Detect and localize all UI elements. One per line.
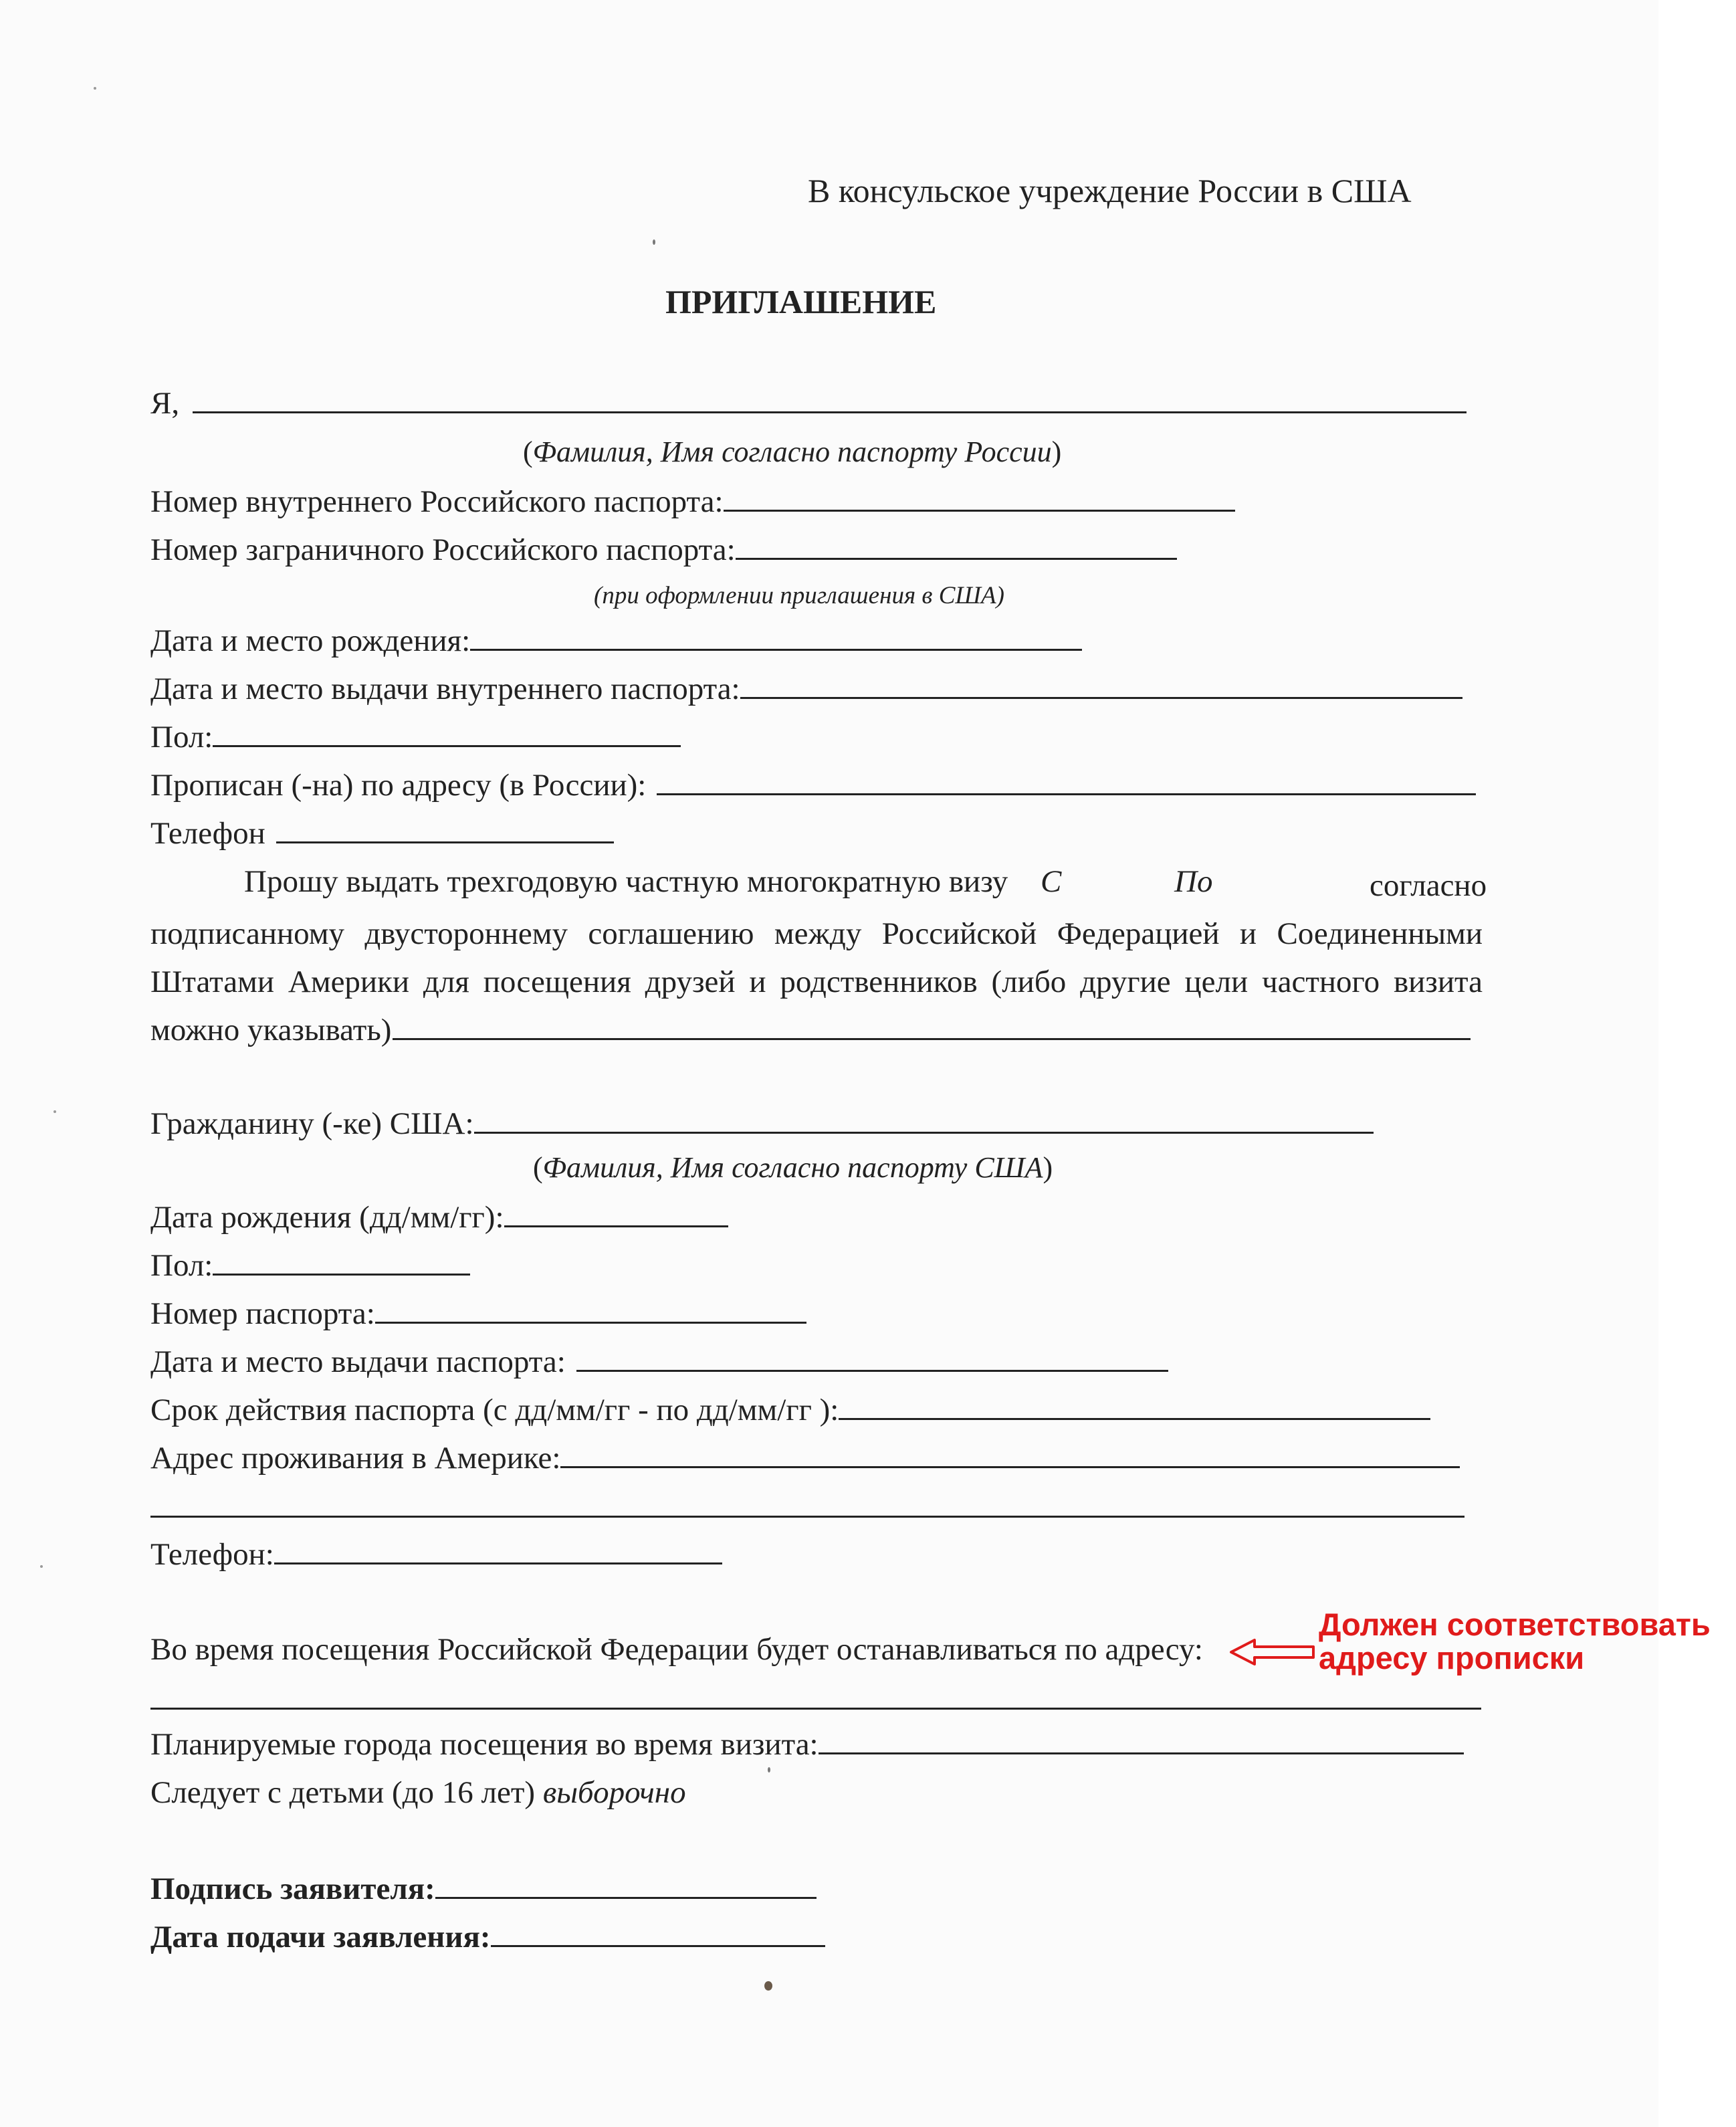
guest-birth-label: Дата рождения (дд/мм/гг):	[150, 1200, 504, 1235]
request-paragraph: согласно подписанному двустороннему соглашению между Российской Федерацией и Соединенными Штатами Америки для посещения друзей и родственников (либо другие цели частного визита можно указывать)	[150, 868, 1487, 1047]
scan-speck	[768, 1767, 770, 1772]
guest-us-address-field[interactable]	[560, 1438, 1460, 1468]
scan-speck	[764, 1981, 772, 1991]
foreign-passport-row	[150, 530, 1177, 570]
guest-citizen-label: Гражданину (-ке) США:	[150, 1106, 474, 1141]
internal-passport-field[interactable]	[724, 482, 1235, 512]
inviter-sex-field[interactable]	[213, 717, 681, 747]
scan-speck	[653, 239, 655, 245]
inviter-phone-row	[150, 813, 614, 853]
page-margin	[1658, 0, 1736, 2127]
stay-address-label: Во время посещения Российской Федерации будет останавливаться по адресу:	[150, 1632, 1203, 1667]
guest-passport-issue-row	[150, 1342, 1168, 1382]
annotation-line-2: адресу прописки	[1319, 1640, 1585, 1676]
children-row	[150, 1772, 686, 1813]
guest-passport-issue-label: Дата и место выдачи паспорта:	[150, 1344, 566, 1379]
foreign-passport-label: Номер заграничного Российского паспорта:	[150, 532, 736, 567]
inviter-registered-row	[150, 765, 1476, 805]
signature-field[interactable]	[435, 1869, 817, 1899]
submission-date-row	[150, 1917, 825, 1957]
guest-sex-row	[150, 1245, 470, 1286]
guest-phone-field[interactable]	[274, 1534, 722, 1564]
inviter-birth-label: Дата и место рождения:	[150, 623, 471, 658]
request-part1: Прошу выдать трехгодовую частную многократную визу	[244, 864, 1008, 899]
guest-name-row	[150, 1104, 1374, 1144]
inviter-sex-row	[150, 717, 681, 757]
inviter-passport-issue-row	[150, 669, 1462, 709]
inviter-passport-issue-field[interactable]	[740, 669, 1462, 699]
guest-sex-field[interactable]	[213, 1245, 470, 1276]
guest-sex-label: Пол:	[150, 1248, 213, 1283]
request-purpose-field[interactable]	[393, 1010, 1471, 1040]
request-to-label: По	[1174, 864, 1213, 899]
guest-passport-validity-field[interactable]	[839, 1390, 1430, 1420]
guest-passport-field[interactable]	[375, 1294, 806, 1324]
inviter-birth-row	[150, 621, 1082, 661]
internal-passport-label: Номер внутреннего Российского паспорта:	[150, 484, 724, 519]
inviter-name-field[interactable]	[193, 383, 1467, 413]
internal-passport-row	[150, 482, 1235, 522]
guest-us-address-line2[interactable]	[150, 1516, 1464, 1518]
guest-passport-issue-field[interactable]	[576, 1342, 1168, 1372]
stay-cities-field[interactable]	[819, 1724, 1464, 1754]
inviter-phone-field[interactable]	[276, 813, 614, 843]
request-from-label: С	[1041, 864, 1062, 899]
foreign-passport-field[interactable]	[736, 530, 1177, 560]
guest-birth-row	[150, 1197, 728, 1237]
inviter-sex-label: Пол:	[150, 720, 213, 754]
stay-cities-row	[150, 1724, 1464, 1764]
guest-passport-label: Номер паспорта:	[150, 1296, 375, 1331]
recipient-line: В консульское учреждение России в США	[808, 172, 1412, 209]
annotation-line-1: Должен соответствовать	[1319, 1607, 1711, 1642]
guest-phone-label: Телефон:	[150, 1537, 274, 1572]
scan-speck	[40, 1565, 43, 1568]
inviter-registered-label: Прописан (-на) по адресу (в России):	[150, 768, 647, 803]
inviter-name-hint: (Фамилия, Имя согласно паспорту России)	[523, 435, 1062, 468]
inviter-passport-issue-label: Дата и место выдачи внутреннего паспорта:	[150, 672, 740, 706]
foreign-passport-hint: (при оформлении приглашения в США)	[594, 582, 1004, 609]
guest-birth-field[interactable]	[504, 1197, 728, 1227]
guest-name-field[interactable]	[474, 1104, 1374, 1134]
inviter-birth-field[interactable]	[470, 621, 1082, 651]
guest-passport-validity-label: Срок действия паспорта (с дд/мм/гг - по дд/мм/гг ):	[150, 1393, 839, 1427]
guest-passport-validity-row	[150, 1390, 1430, 1430]
guest-us-address-row	[150, 1438, 1460, 1478]
signature-row	[150, 1869, 817, 1909]
children-optional: выборочно	[542, 1775, 686, 1810]
guest-passport-row	[150, 1294, 806, 1334]
submission-date-label: Дата подачи заявления:	[150, 1920, 491, 1954]
stay-address-field[interactable]	[150, 1708, 1481, 1710]
inviter-registered-field[interactable]	[657, 765, 1476, 795]
document-title: ПРИГЛАШЕНИЕ	[665, 283, 937, 320]
inviter-name-row	[150, 383, 1467, 423]
submission-date-field[interactable]	[491, 1917, 825, 1947]
annotation-note	[1319, 1608, 1711, 1675]
stay-cities-label: Планируемые города посещения во время визита:	[150, 1727, 819, 1762]
guest-phone-row	[150, 1534, 722, 1575]
inviter-phone-label: Телефон	[150, 816, 265, 851]
scan-speck	[53, 1110, 56, 1113]
scan-speck	[94, 87, 96, 90]
children-label: Следует с детьми (до 16 лет)	[150, 1775, 536, 1810]
left-arrow-icon	[1229, 1637, 1316, 1667]
guest-name-hint: (Фамилия, Имя согласно паспорту США)	[533, 1151, 1053, 1184]
inviter-prefix: Я,	[150, 386, 180, 421]
guest-us-address-label: Адрес проживания в Америке:	[150, 1441, 561, 1476]
signature-label: Подпись заявителя:	[150, 1871, 435, 1906]
